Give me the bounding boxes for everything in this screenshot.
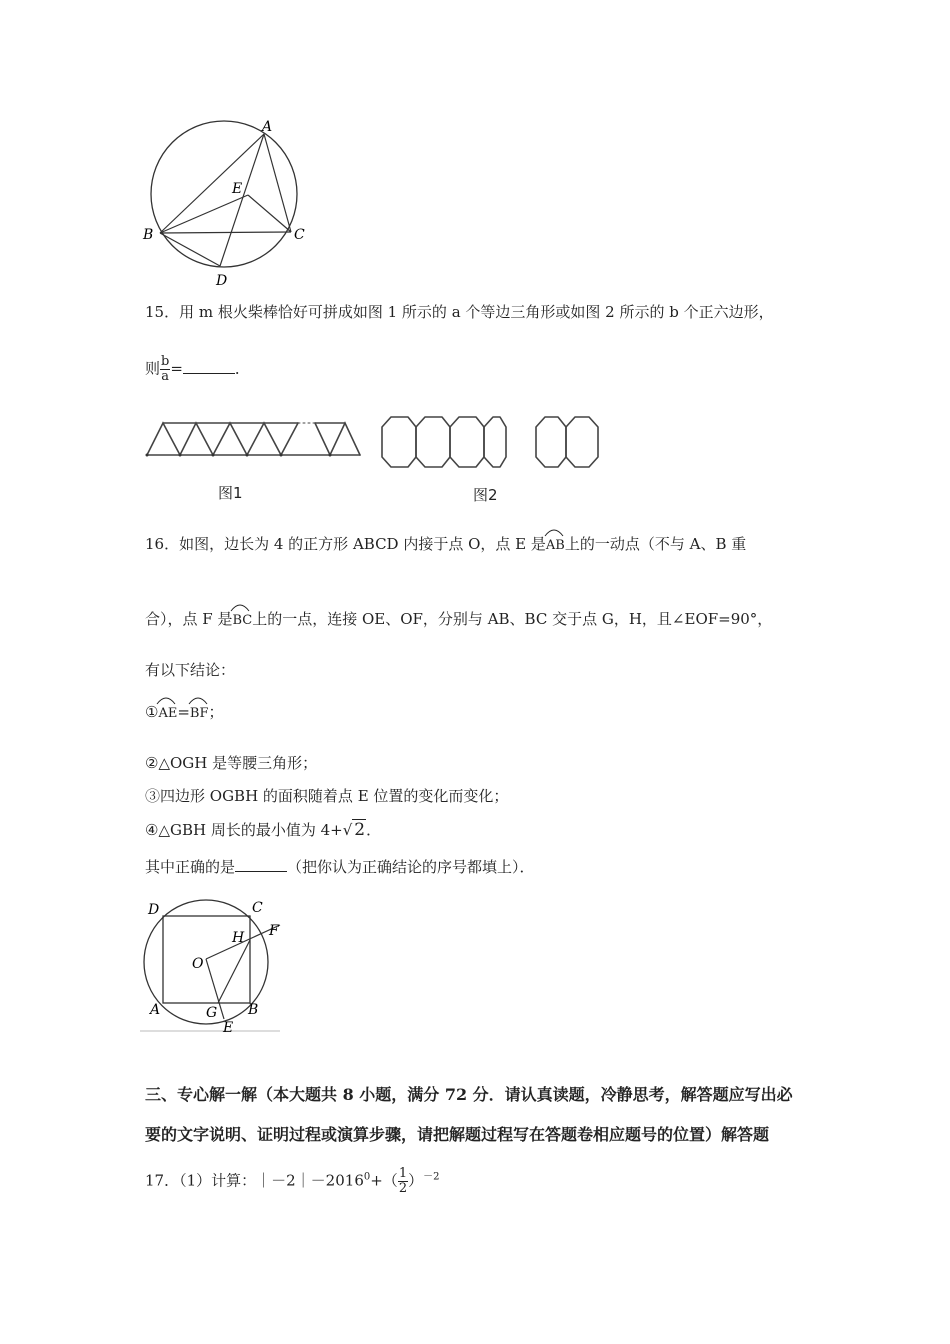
label-b: B: [248, 1002, 259, 1018]
label-c: C: [294, 227, 305, 243]
figure2-caption: 图2: [473, 486, 498, 504]
section3-heading-line2: 要的文字说明、证明过程或演算步骤，请把解题过程写在答题卷相应题号的位置）解答题: [145, 1125, 770, 1144]
q17-line: 17．（1）计算：$|-2|-2016^0+$（ $\frac{1}{2}$ ）$^{-2}$: [145, 1166, 440, 1196]
answer-blank[interactable]: [183, 359, 235, 374]
q16-conclusion-4: ④△GBH 周长的最小值为 4+√ 2．: [145, 820, 382, 840]
figure1-caption: 图1: [218, 484, 243, 502]
fraction-1-over-2: $\frac{1}{2}$: [398, 1166, 408, 1196]
q15-figure2-hexagons-2: [532, 413, 607, 471]
label-c: C: [252, 900, 263, 916]
label-o: O: [192, 956, 204, 972]
label-h: H: [232, 930, 245, 946]
answer-blank[interactable]: [235, 857, 287, 872]
q16-line1: 16．如图，边长为 4 的正方形 ABCD 内接于点 O，点 E 是 AB上的一动点（不与 A、B 重: [145, 534, 746, 556]
label-e: E: [223, 1020, 234, 1035]
label-a: A: [262, 119, 273, 135]
label-g: G: [206, 1005, 218, 1021]
arc-bc: BC: [232, 611, 252, 631]
label-e: E: [232, 181, 243, 197]
label-f: F: [269, 923, 279, 939]
q16-line2: 合），点 F 是 BC上的一点，连接 OE、OF，分别与 AB、BC 交于点 G，H，且∠EOF=90°，: [145, 609, 772, 631]
q14-circle-figure: [138, 115, 313, 295]
q15-figure1-triangles: [140, 415, 370, 465]
label-a: A: [150, 1002, 161, 1018]
q16-conclusion-2: ②△OGH 是等腰三角形；: [145, 754, 318, 772]
q15-figure2-hexagons-4: [378, 413, 513, 471]
arc-ae: AE: [158, 704, 177, 724]
arc-ab: AB: [546, 536, 565, 556]
circumcircle: [151, 121, 297, 267]
q16-square-circle-figure: [140, 893, 290, 1035]
label-d: D: [148, 902, 160, 918]
sqrt-2: √ 2: [342, 820, 366, 840]
section3-heading-line1: 三、专心解一解（本大题共 8 小题，满分 72 分．请认真读题，冷静思考，解答题应写出必: [145, 1085, 793, 1104]
label-b: B: [143, 227, 154, 243]
q16-line3: 有以下结论：: [145, 661, 236, 679]
q16-conclusion-1: ① AE= BF；: [145, 702, 224, 724]
fraction-b-over-a: $\frac{b}{a}$: [161, 354, 170, 384]
arc-bf: BF: [190, 704, 209, 724]
q16-conclusion-3: ③四边形 OGBH 的面积随着点 E 位置的变化而变化；: [145, 787, 509, 805]
q15-line1: 15．用 m 根火柴棒恰好可拼成如图 1 所示的 a 个等边三角形或如图 2 所示的 b 个正六边形，: [145, 303, 774, 321]
q15-line2: 则 $\frac{b}{a}$ = ．: [145, 354, 250, 384]
q16-answer-line: 其中正确的是 （把你认为正确结论的序号都填上）．: [145, 858, 535, 876]
label-d: D: [216, 273, 228, 289]
